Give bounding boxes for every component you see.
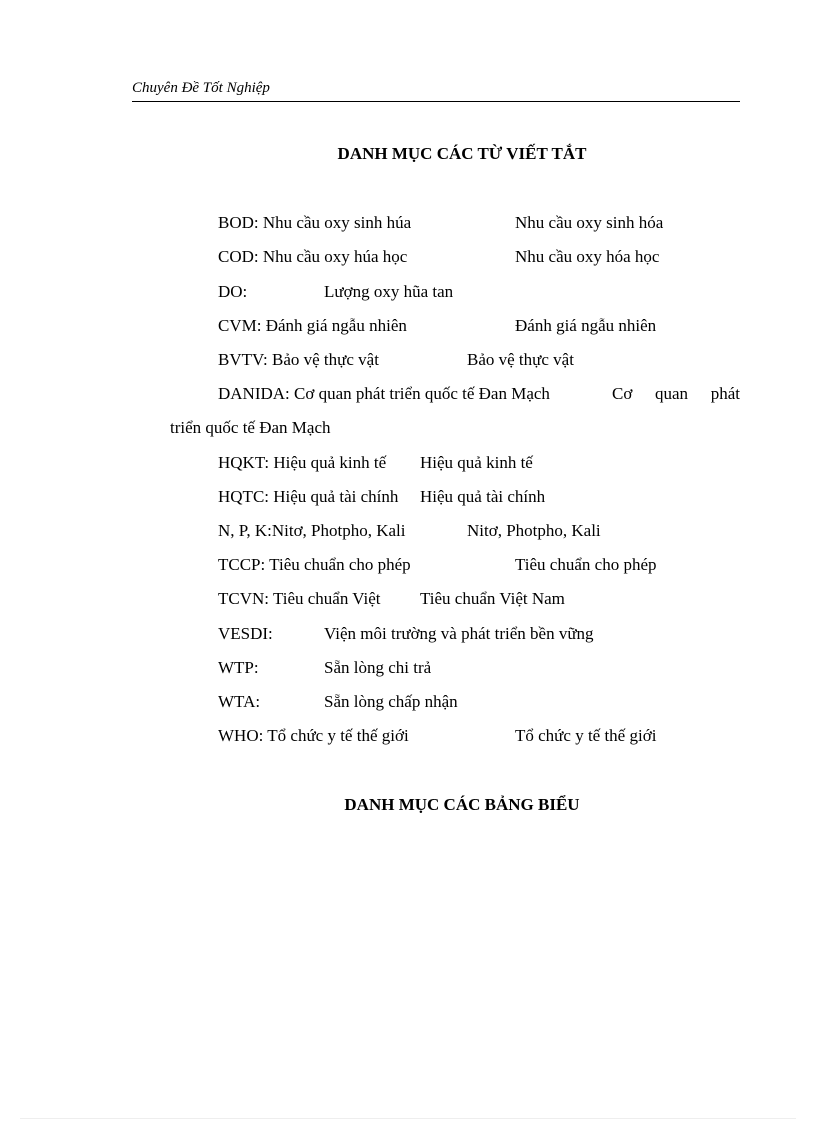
abbr-term-danida: DANIDA: Cơ quan phát triển quốc tế Đan Mạch	[218, 384, 550, 403]
abbr-meaning-wta: Sẵn lòng chấp nhận	[324, 692, 458, 711]
abbr-row-danida	[218, 383, 740, 405]
abbr-meaning-who: Tổ chức y tế thế giới	[515, 726, 657, 745]
abbr-term-cod: COD: Nhu cầu oxy húa học	[218, 247, 408, 266]
abbr-meaning-danida-word-3: phát	[710, 384, 740, 403]
abbr-term-wta: WTA:	[218, 692, 261, 711]
abbr-meaning-npk: Nitơ, Photpho, Kali	[467, 521, 601, 540]
abbr-term-tccp: TCCP: Tiêu chuẩn cho phép	[218, 555, 411, 574]
abbr-term-hqkt: HQKT: Hiệu quả kinh tế	[218, 453, 387, 472]
abbr-meaning-do: Lượng oxy hũa tan	[324, 282, 454, 301]
abbr-meaning-cvm: Đánh giá ngẫu nhiên	[515, 316, 657, 335]
page-bottom-edge	[20, 1118, 796, 1119]
abbr-term-bvtv: BVTV: Bảo vệ thực vật	[218, 350, 379, 369]
abbr-term-tcvn: TCVN: Tiêu chuẩn Việt	[218, 589, 381, 608]
running-header: Chuyên Đề Tốt Nghiệp	[132, 80, 270, 96]
abbreviations-heading: DANH MỤC CÁC TỪ VIẾT TẮT	[337, 144, 587, 163]
abbr-meaning-tcvn: Tiêu chuẩn Việt Nam	[420, 589, 565, 608]
abbr-term-do: DO:	[218, 282, 248, 301]
abbr-meaning-hqtc: Hiệu quả tài chính	[420, 487, 546, 506]
abbr-meaning-bod: Nhu cầu oxy sinh hóa	[515, 213, 664, 232]
abbr-meaning-danida-first	[612, 383, 740, 405]
abbr-meaning-danida-word-2: quan	[655, 384, 689, 403]
abbr-term-bod: BOD: Nhu cầu oxy sinh húa	[218, 213, 412, 232]
abbr-term-who: WHO: Tổ chức y tế thế giới	[218, 726, 409, 745]
abbr-term-npk: N, P, K:Nitơ, Photpho, Kali	[218, 521, 406, 540]
abbr-meaning-wtp: Sẵn lòng chi trả	[324, 658, 432, 677]
abbr-term-hqtc: HQTC: Hiệu quả tài chính	[218, 487, 399, 506]
abbr-meaning-tccp: Tiêu chuẩn cho phép	[515, 555, 657, 574]
abbr-meaning-danida-word-1: Cơ	[612, 384, 633, 403]
tables-heading: DANH MỤC CÁC BẢNG BIỂU	[344, 795, 580, 814]
abbr-meaning-hqkt: Hiệu quả kinh tế	[420, 453, 533, 472]
abbr-meaning-vesdi: Viện môi trường và phát triển bền vững	[324, 624, 594, 643]
abbr-meaning-bvtv: Bảo vệ thực vật	[467, 350, 574, 369]
abbr-term-vesdi: VESDI:	[218, 624, 273, 643]
abbr-term-cvm: CVM: Đánh giá ngẫu nhiên	[218, 316, 407, 335]
header-divider	[132, 101, 740, 102]
abbr-meaning-danida-cont: triển quốc tế Đan Mạch	[170, 418, 331, 437]
abbr-meaning-cod: Nhu cầu oxy hóa học	[515, 247, 660, 266]
abbr-term-wtp: WTP:	[218, 658, 259, 677]
